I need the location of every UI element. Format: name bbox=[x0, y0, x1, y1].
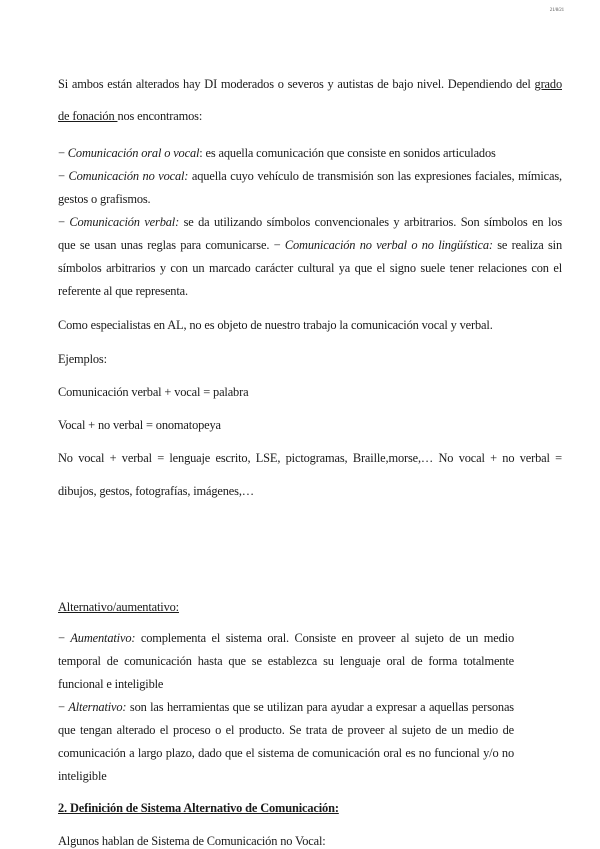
dash-bullet: − bbox=[58, 169, 69, 183]
text-run: nos encontramos: bbox=[117, 109, 203, 123]
text-run: son las herramientas que se utilizan para ayudar a expresar a aquellas personas bbox=[126, 700, 514, 714]
italic-term: Comunicación no verbal o no lingüística: bbox=[284, 238, 493, 252]
list-item bbox=[58, 700, 514, 715]
text-run: se da utilizando símbolos convencionales y arbitrarios. Son símbolos en los bbox=[179, 215, 562, 229]
list-item bbox=[58, 631, 514, 646]
italic-term: Comunicación verbal: bbox=[69, 215, 180, 229]
list-item-cont: símbolos arbitrarios y con un marcado carácter cultural ya que el signo suele tener relaciones con el bbox=[58, 261, 562, 275]
examples-heading: Ejemplos: bbox=[58, 352, 107, 366]
text-run: aquella cuyo vehículo de transmisión son las expresiones faciales, mímicas, bbox=[188, 169, 562, 183]
text-run: se realiza sin bbox=[492, 238, 562, 252]
text-run: complementa el sistema oral. Consiste en proveer al sujeto de un medio bbox=[135, 631, 514, 645]
text-run: Si ambos están alterados hay DI moderados o severos y autistas de bajo nivel. Dependiendo del bbox=[58, 77, 535, 91]
example-line: No vocal + verbal = lenguaje escrito, LSE, pictogramas, Braille,morse,… No vocal + no verbal = bbox=[58, 451, 562, 465]
list-item-cont: comunicación a largo plazo, dado que el sistema de comunicación oral es no funcional y/o no bbox=[58, 746, 514, 760]
underlined-term: grado bbox=[534, 77, 562, 91]
list-item-cont: gestos o grafismos. bbox=[58, 192, 151, 206]
example-line: Vocal + no verbal = onomatopeya bbox=[58, 418, 221, 432]
dash-bullet: − bbox=[58, 146, 68, 160]
italic-term: Comunicación oral o vocal bbox=[67, 146, 200, 160]
section-title: 2. Definición de Sistema Alternativo de Comunicación: bbox=[58, 801, 339, 815]
paragraph-line bbox=[58, 109, 562, 124]
example-line: Comunicación verbal + vocal = palabra bbox=[58, 385, 249, 399]
list-item-cont bbox=[58, 238, 562, 253]
list-item bbox=[58, 215, 562, 230]
page-number: 21/8/21 bbox=[549, 8, 564, 13]
list-item-cont: referente al que representa. bbox=[58, 284, 188, 298]
dash-bullet: − bbox=[58, 631, 71, 645]
example-line: dibujos, gestos, fotografías, imágenes,… bbox=[58, 484, 255, 498]
dash-bullet: − bbox=[58, 215, 70, 229]
dash-bullet: − bbox=[58, 700, 69, 714]
underlined-term: de fonación bbox=[58, 109, 118, 123]
paragraph: Como especialistas en AL, no es objeto de nuestro trabajo la comunicación vocal y verbal. bbox=[58, 318, 493, 332]
list-item-cont: temporal de comunicación hasta que se establezca su lenguaje oral de forma totalmente bbox=[58, 654, 514, 668]
list-item bbox=[58, 146, 562, 161]
text-run: : es aquella comunicación que consiste en sonidos articulados bbox=[199, 146, 496, 160]
italic-term: Comunicación no vocal: bbox=[68, 169, 189, 183]
section-heading: Alternativo/aumentativo: bbox=[58, 600, 179, 614]
text-run: que se usan unas reglas para comunicarse. − bbox=[58, 238, 285, 252]
paragraph-line bbox=[58, 77, 562, 92]
list-item-cont: funcional e inteligible bbox=[58, 677, 164, 691]
list-item bbox=[58, 169, 562, 184]
italic-term: Alternativo: bbox=[68, 700, 127, 714]
paragraph: Algunos hablan de Sistema de Comunicación no Vocal: bbox=[58, 834, 326, 848]
list-item-cont: inteligible bbox=[58, 769, 107, 783]
list-item-cont: que tengan alterado el proceso o el producto. Se trata de proveer al sujeto de un medio de bbox=[58, 723, 514, 737]
italic-term: Aumentativo: bbox=[70, 631, 136, 645]
